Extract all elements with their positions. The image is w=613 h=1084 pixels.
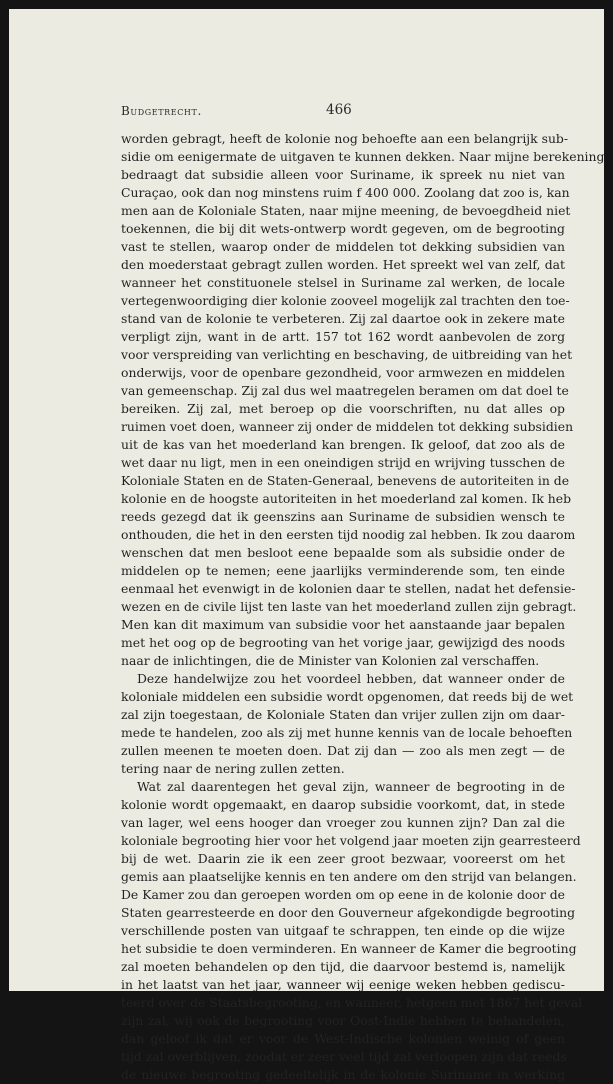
text-line: wanneer het constituonele stelsel in Suriname zal werken, de locale <box>121 275 565 290</box>
text-line: Men kan dit maximum van subsidie voor het aanstaande jaar bepalen <box>121 617 565 632</box>
text-line: onthouden, die het in den eersten tijd noodig zal hebben. Ik zou daarom <box>121 527 576 542</box>
text-line: De Kamer zou dan geroepen worden om op eene in de kolonie door de <box>121 887 565 902</box>
text-line: wenschen dat men besloot eene bepaalde som als subsidie onder de <box>121 545 565 560</box>
text-line: ruimen voet doen, wanneer zij onder de middelen tot dekking subsidien <box>121 419 574 434</box>
text-line: bedraagt dat subsidie alleen voor Suriname, ik spreek nu niet van <box>121 167 565 182</box>
text-line: Staten gearresteerde en door den Gouverneur afgekondigde begrooting <box>121 905 576 920</box>
text-line: reeds gezegd dat ik geenszins aan Suriname de subsidien wensch te <box>121 509 565 524</box>
text-line: bereiken. Zij zal, met beroep op die voorschriften, nu dat alles op <box>121 401 565 416</box>
text-line: middelen op te nemen; eene jaarlijks verminderende som, ten einde <box>121 563 565 578</box>
text-line: toekennen, die bij dit wets-ontwerp wordt gegeven, om de begrooting <box>121 221 565 236</box>
text-line: tering naar de nering zullen zetten. <box>121 761 345 776</box>
text-line: kolonie en de hoogste autoriteiten in het moederland zal komen. Ik heb <box>121 491 572 506</box>
text-line: verschillende posten van uitgaaf te schrappen, ten einde op die wijze <box>121 923 565 938</box>
page-number: 466 <box>326 102 352 118</box>
text-line: tijd zal overblijven, zoodat er zeer veel tijd zal verloopen zijn dat reeds <box>121 1049 567 1064</box>
text-line: het subsidie te doen verminderen. En wanneer de Kamer die begrooting <box>121 941 577 956</box>
text-line: verpligt zijn, want in de artt. 157 tot 162 wordt aanbevolen de zorg <box>121 329 565 344</box>
text-line: Deze handelwijze zou het voordeel hebben, dat wanneer onder de <box>137 671 565 686</box>
text-line: dan geloof ik dat er voor de West-Indische kolonien weinig of geen <box>121 1031 565 1046</box>
text-line: Wat zal daarentegen het geval zijn, wanneer de begrooting in de <box>137 779 565 794</box>
text-line: wet daar nu ligt, men in een oneindigen strijd en wrijving tusschen de <box>121 455 565 470</box>
text-line: koloniale middelen een subsidie wordt opgenomen, dat reeds bij de wet <box>121 689 574 704</box>
text-line: zal moeten behandelen op den tijd, die daarvoor bestemd is, namelijk <box>121 959 565 974</box>
section-title: Budgetrecht. <box>121 104 202 118</box>
book-page <box>9 9 605 1082</box>
text-line: men aan de Koloniale Staten, naar mijne meening, de bevoegdheid niet <box>121 203 571 218</box>
text-line: gemis aan plaatselijke kennis en ten andere om den strijd van belangen. <box>121 869 577 884</box>
text-line: mede te handelen, zoo als zij met hunne kennis van de locale behoeften <box>121 725 573 740</box>
text-line: in het laatst van het jaar, wanneer wij eenige weken hebben gediscu- <box>121 977 565 992</box>
text-line: met het oog op de begrooting van het vorige jaar, gewijzigd des noods <box>121 635 565 650</box>
text-line: naar de inlichtingen, die de Minister van Kolonien zal verschaffen. <box>121 653 540 668</box>
text-line: de nieuwe begrooting gedeeltelijk in de kolonie Suriname in werking <box>121 1067 565 1082</box>
text-line: sidie om eenigermate de uitgaven te kunnen dekken. Naar mijne berekening <box>121 149 605 164</box>
text-line: vertegenwoordiging dier kolonie zooveel mogelijk zal trachten den toe- <box>121 293 570 308</box>
text-line: stand van de kolonie te verbeteren. Zij zal daartoe ook in zekere mate <box>121 311 565 326</box>
text-line: kolonie wordt opgemaakt, en daarop subsidie voorkomt, dat, in stede <box>121 797 565 812</box>
text-line: vast te stellen, waarop onder de middelen tot dekking subsidien van <box>121 239 565 254</box>
text-line: zijn zal, wij ook de begrooting voor Oost-Indie hebben te behandelen, <box>121 1013 565 1028</box>
running-head <box>121 104 565 122</box>
text-line: uit de kas van het moederland kan brengen. Ik geloof, dat zoo als de <box>121 437 565 452</box>
text-line: zullen meenen te moeten doen. Dat zij dan — zoo als men zegt — de <box>121 743 565 758</box>
text-line: den moederstaat gebragt zullen worden. Het spreekt wel van zelf, dat <box>121 257 565 272</box>
text-line: Koloniale Staten en de Staten-Generaal, benevens de autoriteiten in de <box>121 473 570 488</box>
text-line: onderwijs, voor de openbare gezondheid, voor armwezen en middelen <box>121 365 565 380</box>
text-line: teerd over de Staatsbegrooting, en wanneer, hetgeen met 1867 het geval <box>121 995 583 1010</box>
text-line: voor verspreiding van verlichting en beschaving, de uitbreiding van het <box>121 347 573 362</box>
text-line: van lager, wel eens hooger dan vroeger zou kunnen zijn? Dan zal die <box>121 815 565 830</box>
text-line: wezen en de civile lijst ten laste van het moederland zullen zijn gebragt. <box>121 599 577 614</box>
body-text <box>121 130 605 1084</box>
text-line: eenmaal het evenwigt in de kolonien daar te stellen, nadat het defensie- <box>121 581 576 596</box>
text-line: koloniale begrooting hier voor het volgend jaar moeten zijn gearresteerd <box>121 833 581 848</box>
text-line: Curaçao, ook dan nog minstens ruim f 400 000. Zoolang dat zoo is, kan <box>121 185 570 200</box>
text-line: worden gebragt, heeft de kolonie nog behoefte aan een belangrijk sub- <box>121 131 569 146</box>
text-line: zal zijn toegestaan, de Koloniale Staten dan vrijer zullen zijn om daar- <box>121 707 565 722</box>
text-line: bij de wet. Daarin zie ik een zeer groot bezwaar, vooreerst om het <box>121 851 565 866</box>
text-line: van gemeenschap. Zij zal dus wel maatregelen beramen om dat doel te <box>121 383 569 398</box>
